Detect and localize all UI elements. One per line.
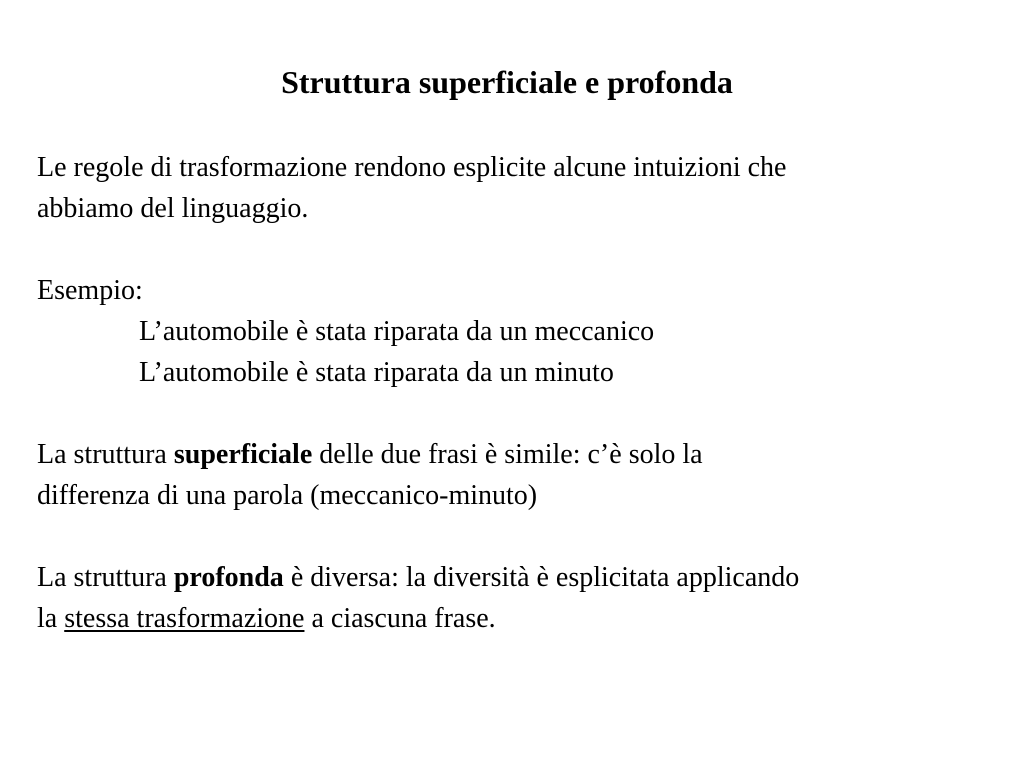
spacer — [37, 516, 997, 557]
surface-suffix: delle due frasi è simile: c’è solo la — [312, 439, 703, 470]
spacer — [37, 229, 997, 270]
deep-line2-suffix: a ciascuna frase. — [304, 603, 496, 634]
spacer — [37, 393, 997, 434]
deep-line2-prefix: la — [37, 603, 65, 634]
slide-body — [37, 147, 997, 639]
deep-structure-line-1 — [37, 557, 997, 598]
slide-title: Struttura superficiale e profonda — [281, 64, 733, 100]
intro-line-2: abbiamo del linguaggio. — [37, 193, 309, 224]
deep-suffix: è diversa: la diversità è esplicitata applicando — [283, 562, 800, 593]
deep-keyword: profonda — [173, 562, 284, 593]
intro-line-1: Le regole di trasformazione rendono esplicite alcune intuizioni che — [37, 152, 787, 183]
deep-prefix: La struttura — [37, 562, 174, 593]
surface-structure-line-1 — [37, 434, 997, 475]
deep-underlined-phrase: stessa trasformazione — [64, 603, 305, 634]
surface-keyword: superficiale — [173, 439, 313, 470]
deep-structure-line-2 — [37, 598, 997, 639]
example-label: Esempio: — [37, 275, 143, 306]
surface-structure-line-2: differenza di una parola (meccanico-minuto) — [37, 480, 538, 511]
surface-prefix: La struttura — [37, 439, 174, 470]
example-sentence-1: L’automobile è stata riparata da un meccanico — [139, 316, 655, 347]
example-sentence-2: L’automobile è stata riparata da un minuto — [139, 357, 614, 388]
